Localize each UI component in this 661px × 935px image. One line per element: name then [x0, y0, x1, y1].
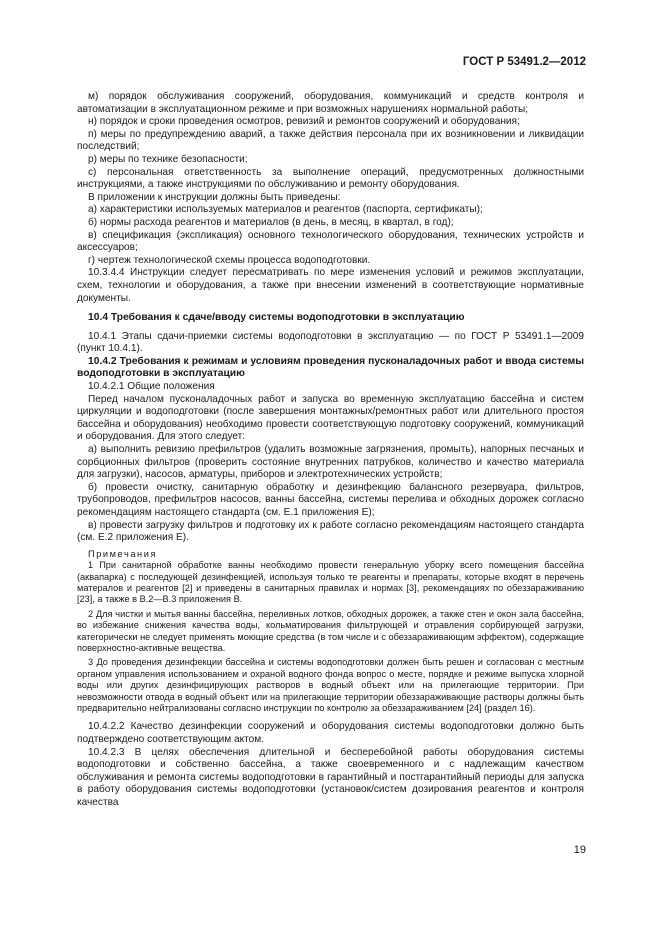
note-3: 3 До проведения дезинфекции бассейна и системы водоподготовки должен быть решен и согласован с местным органом управления использованием и охраной водного фонда вопрос о месте, порядке и режиме выпуска хлорной воды или других дезинфицирующих растворов в водный объект или на прилегающие территории. При невозможности отвода в водный объект или на прилегающие территории обеззараживающие растворы должны быть предварительно нейтрализованы согласно инструкции по контролю за обеззараживанием [24] (раздел 16). [77, 657, 584, 714]
preparation-item-v: в) провести загрузку фильтров и подготовку их к работе согласно рекомендациям настоящего стандарта (см. Е.2 приложения Е). [77, 519, 584, 544]
preparation-item-b: б) провести очистку, санитарную обработку и дезинфекцию балансного резервуара, фильтров, трубопроводов, префильтров насосов, ванны бассейна, системы перелива и обходных дорожек согласно рекомендациям настоящего стандарта (см. Е.1 приложения Е); [77, 481, 584, 518]
list-item-m: м) порядок обслуживания сооружений, оборудования, коммуникаций и средств контроля и автоматизации в эксплуатационном режиме и при возможных нарушениях нормальной работы; [77, 91, 584, 115]
document-body [77, 91, 584, 810]
note-1: 1 При санитарной обработке ванны необходимо провести генеральную уборку всего помещения бассейна (аквапарка) с последующей дезинфекцией, используя только те реагенты и препараты, которые входят в перечень матералов и реагентов [2] и приведены в санитарных правилах и нормах [3], рекомендациях по обеззараживанию [23], а также в В.2—В.3 приложения В. [77, 560, 584, 605]
appendix-item-a: а) характеристики используемых материалов и реагентов (паспорта, сертификаты); [88, 204, 483, 216]
preparation-item-a: а) выполнить ревизию префильтров (удалить возможные загрязнения, промыть), напорных песчаных и сорбционных фильтров (проверить состояние внутренних патрубков, количество и качество материала для загрузки), насосов, арматуры, приборов и электротехнических устройств; [77, 444, 584, 481]
list-item-n: н) порядок и сроки проведения осмотров, ревизий и ремонтов сооружений и оборудования; [88, 116, 520, 128]
document-header: ГОСТ Р 53491.2—2012 [462, 56, 586, 68]
subsection-heading-10-4-2: 10.4.2 Требования к режимам и условиям проведения пусконаладочных работ и ввода системы водоподготовки в эксплуатацию [77, 355, 584, 380]
list-item-p: п) меры по предупреждению аварий, а также действия персонала при их возникновении и ликвидации последствий; [77, 128, 584, 153]
paragraph-10-3-4-4: 10.3.4.4 Инструкции следует пересматривать по мере изменения условий и режимов эксплуатации, схем, технологии и оборудования, а также при внесении изменений в соответствующие нормативные документы. [77, 267, 584, 304]
appendix-intro: В приложении к инструкции должны быть приведены: [88, 191, 341, 203]
note-2: 2 Для чистки и мытья ванны бассейна, переливных лотков, обходных дорожек, а также стен и окон зала бассейна, во избежание снижения качества воды, кольматирования фильтрующей и отравления сорбирующей загрузки, категорически не следует применять моющие средства (в том числе и с обеззараживающим эффектом), содержащие поверхностно-активные вещества. [77, 608, 584, 654]
section-heading-10-4: 10.4 Требования к сдаче/вводу системы водоподготовки в эксплуатацию [88, 312, 465, 324]
notes-title: Примечания [88, 548, 158, 559]
appendix-item-v: в) спецификация (экспликация) основного технологического оборудования, технических устройств и аксессуаров; [77, 229, 584, 254]
paragraph-10-4-2-2: 10.4.2.2 Качество дезинфекции сооружений и оборудования системы водоподготовки должно быть подтверждено соответствующим актом. [77, 721, 584, 746]
appendix-item-g: г) чертеж технологической схемы процесса водоподготовки. [88, 254, 371, 266]
list-item-s: с) персональная ответственность за выполнение операций, предусмотренных должностными инструкциями, а также инструкциями по обслуживанию и ремонту оборудования. [77, 166, 584, 191]
paragraph-10-4-2-1: 10.4.2.1 Общие положения [88, 381, 215, 393]
paragraph-preparation: Перед началом пусконаладочных работ и запуска во временную эксплуатацию бассейна и систем циркуляции и водоподготовки (после завершения монтажных/ремонтных работ или длительного простоя бассейна и оборудования) необходимо провести соответствующую подготовку сооружений, коммуникаций и оборудования. Для этого следует: [77, 393, 584, 443]
page-number: 19 [573, 844, 586, 856]
paragraph-10-4-1: 10.4.1 Этапы сдачи-приемки системы водоподготовки в эксплуатацию — по ГОСТ Р 53491.1—2009 (пункт 10.4.1). [77, 330, 584, 355]
paragraph-10-4-2-3: 10.4.2.3 В целях обеспечения длительной и бесперебойной работы оборудования системы водоподготовки и собственно бассейна, а также своевременного и с надлежащим качеством обслуживания и ремонта системы водоподготовки в гарантийный и постгарантийный периоды для запуска в работу оборудования системы водоподготовки (установок/систем дозирования реагентов и контроля качества [77, 746, 584, 809]
list-item-r: р) меры по технике безопасности; [88, 153, 248, 165]
appendix-item-b: б) нормы расхода реагентов и материалов (в день, в месяц, в квартал, в год); [88, 216, 454, 228]
